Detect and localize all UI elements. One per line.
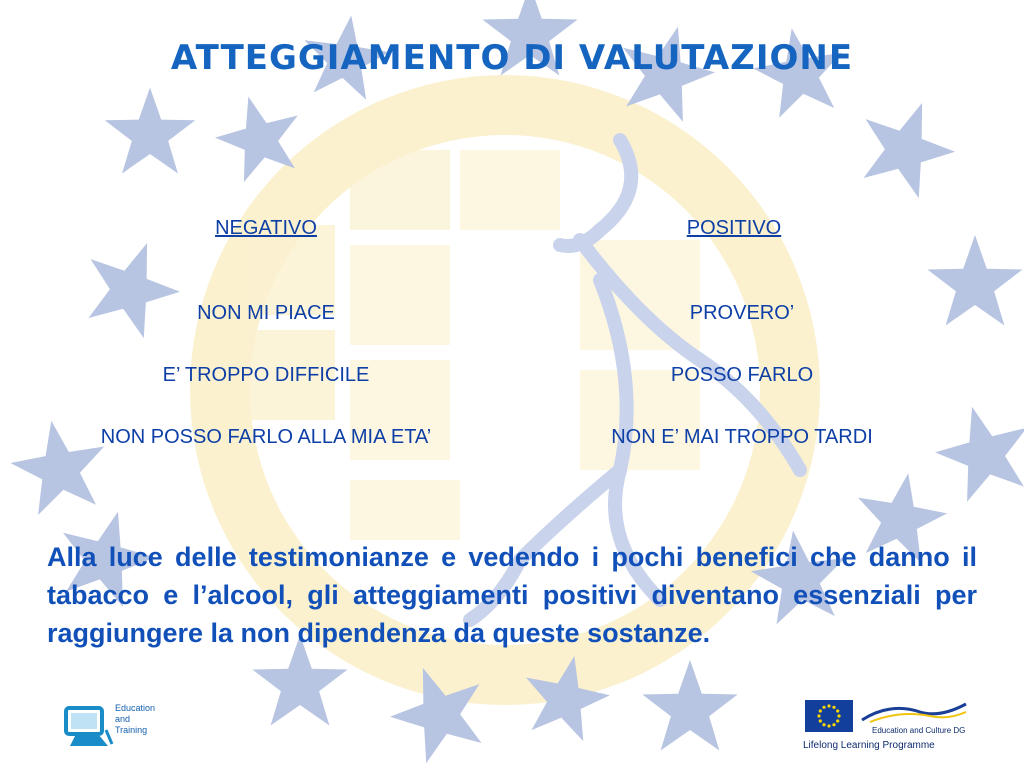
dg-label: Education and Culture DG xyxy=(872,726,966,735)
positive-item: NON E’ MAI TROPPO TARDI xyxy=(611,426,873,448)
negative-heading: NEGATIVO xyxy=(215,217,317,239)
star-icon xyxy=(642,660,737,751)
education-training-logo xyxy=(62,700,172,756)
wave-logo-icon xyxy=(860,698,970,726)
logo-text: and xyxy=(115,714,131,724)
star-icon xyxy=(846,87,966,205)
eu-flag-icon xyxy=(805,700,853,732)
positive-item: PROVERO’ xyxy=(689,302,795,324)
star-icon xyxy=(926,394,1024,506)
positive-heading: POSITIVO xyxy=(686,217,782,239)
conclusion-paragraph: Alla luce delle testimonianze e vedendo i pochi benefici che danno il tabacco e l’alcool, gli atteggiamenti positivi diventano essenziali per raggiungere la non dipendenza da queste sostanze. xyxy=(47,542,977,648)
positive-item: POSSO FARLO xyxy=(670,364,814,386)
negative-item: E’ TROPPO DIFFICILE xyxy=(162,364,370,386)
logo-text: Education xyxy=(115,703,156,713)
negative-item: NON POSSO FARLO ALLA MIA ETA’ xyxy=(100,426,432,448)
programme-label: Lifelong Learning Programme xyxy=(803,740,935,751)
negative-item: NON MI PIACE xyxy=(197,302,335,324)
page-title: ATTEGGIAMENTO DI VALUTAZIONE xyxy=(170,38,854,78)
lifelong-learning-logo xyxy=(800,696,970,756)
star-icon xyxy=(71,227,191,345)
logo-text: Training xyxy=(115,725,148,735)
star-icon xyxy=(105,88,195,174)
computer-icon xyxy=(62,700,114,752)
